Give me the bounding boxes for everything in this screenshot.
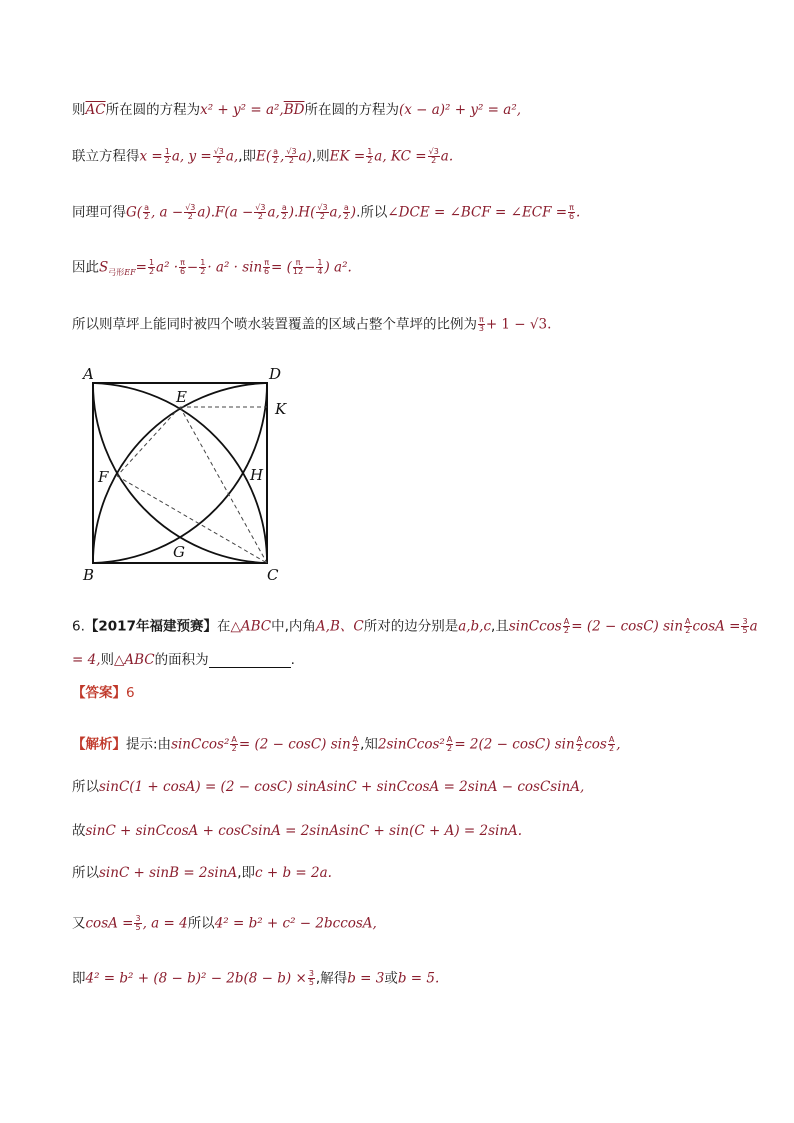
answer-line	[72, 687, 754, 701]
fraction: $\frac{√3}{2}$	[185, 203, 196, 221]
dash-ef	[117, 407, 180, 476]
solution-line-1: 【解析】提示:由sinCcos² $\frac{A}{2}$ = (2 − cosC) sin $\frac{A}{2}$ ,知2sinCcos² $\frac{A}{2}$ = 2(2 − cosC) sin $\frac{A}{2}$ cos $\frac{A}{2}$ ,	[72, 735, 621, 753]
fraction: $\frac{a}{2}$	[343, 203, 349, 221]
text-line-3: 同理可得G( $\frac{a}{2}$ , a − $\frac{√3}{2}$ a).F(a − $\frac{√3}{2}$ a, $\frac{a}{2}$ ).H( $\frac{√3}{2}$ a, $\frac{a}{2}$ ).所以∠DCE = ∠BCF = ∠ECF = $\frac{\pi}{6}$ .	[72, 203, 581, 221]
text-line-4: 因此$S_{弓形EF}=$ $\frac{1}{2}$ a² · $\frac{\pi}{6}$ − $\frac{1}{2}$ · a² · sin $\frac{\pi}{6}$ = ( $\frac{\pi}{12}$ − $\frac{1}{4}$ ) a².	[72, 258, 352, 278]
fraction: $\frac{A}{2}$	[446, 735, 453, 753]
solution-label: 【解析】	[72, 736, 126, 753]
arc-center-a	[93, 383, 267, 563]
geometry-diagram	[80, 358, 300, 588]
label-c: C	[267, 566, 279, 584]
arc-center-d	[93, 383, 267, 563]
answer-value: 6	[126, 685, 135, 701]
solution-line-4: 所以sinC + sinB = 2sinA,即c + b = 2a.	[72, 865, 332, 881]
problem-6: 6.【2017年福建预赛】在△ABC中,内角A,B、C所对的边分别是a,b,c,且sinCcos $\frac{A}{2}$ = (2 − cosC) sin $\frac{A}{2}$ cosA = $\frac{3}{5}$ a	[72, 617, 758, 635]
square-abcd	[93, 383, 267, 563]
fraction: $\frac{A}{2}$	[231, 735, 237, 753]
fraction: $\frac{A}{2}$	[608, 735, 615, 753]
fraction: $\frac{1}{2}$	[164, 147, 170, 165]
label-b: B	[83, 566, 95, 584]
fraction: $\frac{1}{2}$	[200, 258, 206, 276]
label-d: D	[269, 365, 282, 383]
fraction: $\frac{\pi}{6}$	[568, 203, 575, 221]
fraction: $\frac{\pi}{6}$	[264, 258, 270, 276]
dash-fc	[117, 476, 267, 563]
fraction: $\frac{\pi}{3}$	[478, 315, 484, 333]
answer-blank	[209, 655, 291, 668]
text-line-5: 所以则草坪上能同时被四个喷水装置覆盖的区域占整个草坪的比例为 $\frac{\pi}{3}$ + 1 − √3.	[72, 315, 552, 333]
text-line-2: 联立方程得x = $\frac{1}{2}$ a, y = $\frac{√3}{2}$ a,,即E( $\frac{a}{2}$ , $\frac{√3}{2}$ a),则EK = $\frac{1}{2}$ a, KC = $\frac{√3}{2}$ a.	[72, 147, 454, 165]
fraction: $\frac{A}{2}$	[352, 735, 359, 753]
label-e: E	[176, 388, 187, 406]
arc-ac: $\overline{AC}$	[85, 102, 106, 118]
fraction: $\frac{√3}{2}$	[317, 203, 328, 221]
solution-line-5: 又cosA = $\frac{3}{5}$ , a = 4所以4² = b² + c² − 2bccosA,	[72, 914, 377, 932]
dash-ec	[180, 407, 267, 563]
problem-6-cont: = 4,则△ABC的面积为 .	[72, 652, 295, 668]
fraction: $\frac{a}{2}$	[143, 203, 150, 221]
arc-bd: $\overline{BD}$	[283, 102, 305, 118]
text-line-1: 则$\overline{AC}$所在圆的方程为$x^2 + y^2 = a^2,\overline{BD}$所在圆的方程为(x − a)² + y² = a²,	[72, 102, 522, 118]
fraction: $\frac{\pi}{12}$	[292, 258, 304, 276]
solution-line-3: 故sinC + sinCcosA + cosCsinA = 2sinAsinC + sin(C + A) = 2sinA.	[72, 823, 523, 839]
arc-center-c	[93, 383, 267, 563]
fraction: $\frac{√3}{2}$	[286, 147, 297, 165]
fraction: $\frac{1}{2}$	[148, 258, 155, 276]
fraction: $\frac{√3}{2}$	[428, 147, 439, 165]
problem-source: 【2017年福建预赛】	[84, 618, 217, 635]
answer-label: 【答案】	[72, 685, 126, 701]
label-f: F	[98, 468, 109, 486]
label-k: K	[275, 400, 287, 418]
fraction: $\frac{a}{2}$	[281, 203, 287, 221]
fraction: $\frac{A}{2}$	[576, 735, 583, 753]
fraction: $\frac{3}{5}$	[308, 969, 314, 987]
label-a: A	[83, 365, 94, 383]
fraction: $\frac{\pi}{6}$	[179, 258, 186, 276]
fraction: $\frac{3}{5}$	[742, 617, 748, 635]
fraction: $\frac{1}{2}$	[367, 147, 373, 165]
fraction: $\frac{A}{2}$	[563, 617, 570, 635]
fraction: $\frac{3}{5}$	[135, 914, 141, 932]
arc-center-b	[93, 383, 267, 563]
label-g: G	[173, 543, 185, 561]
label-h: H	[250, 466, 264, 484]
solution-line-2: 所以sinC(1 + cosA) = (2 − cosC) sinAsinC + sinCcosA = 2sinA − cosCsinA,	[72, 779, 585, 795]
fraction: $\frac{A}{2}$	[685, 617, 691, 635]
fraction: $\frac{√3}{2}$	[213, 147, 224, 165]
fraction: $\frac{√3}{2}$	[255, 203, 266, 221]
solution-line-6: 即4² = b² + (8 − b)² − 2b(8 − b) × $\frac{3}{5}$ ,解得b = 3或b = 5.	[72, 969, 440, 987]
fraction: $\frac{a}{2}$	[273, 147, 279, 165]
fraction: $\frac{1}{4}$	[317, 258, 323, 276]
